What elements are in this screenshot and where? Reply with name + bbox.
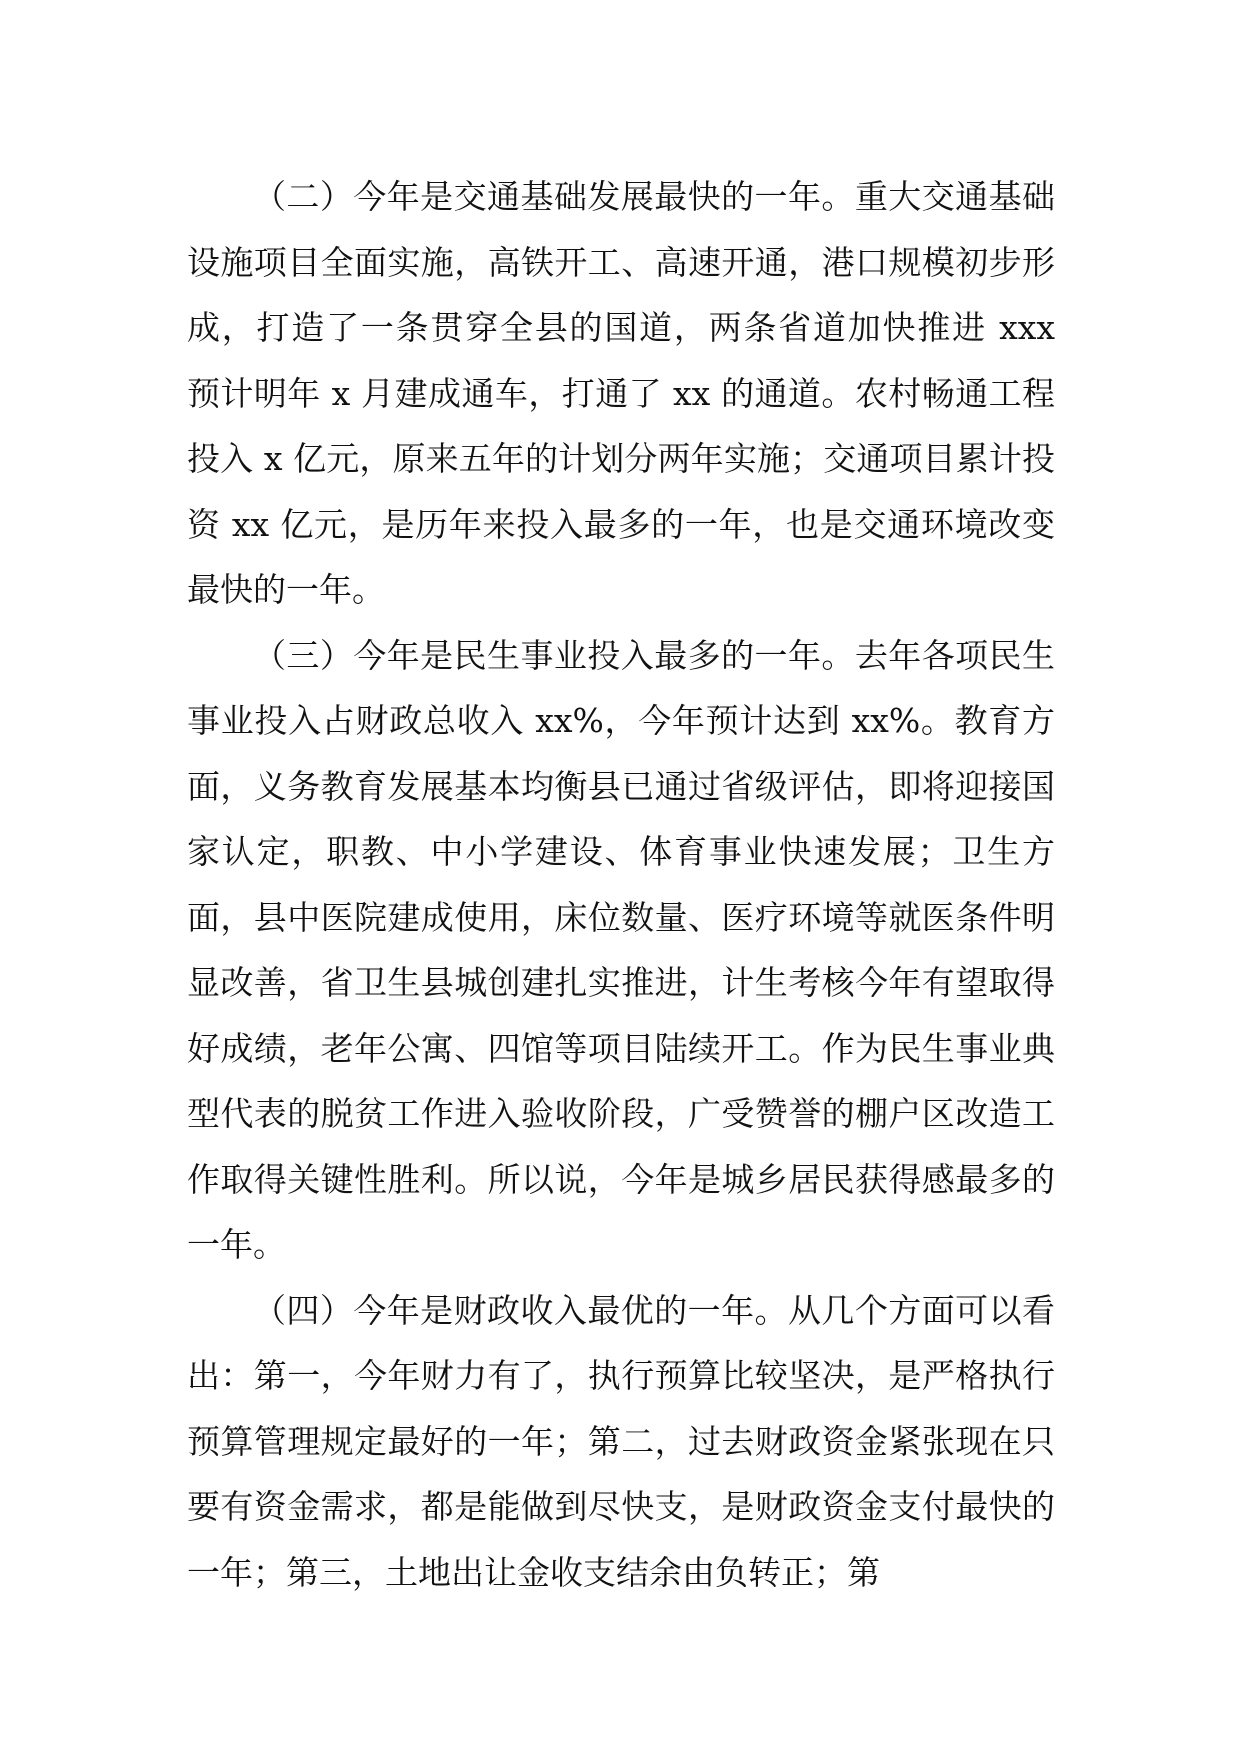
paragraph-transport: （二）今年是交通基础发展最快的一年。重大交通基础设施项目全面实施，高铁开工、高速开通，港口规模初步形成，打造了一条贯穿全县的国道，两条省道加快推进 xxx 预计明年 x 月建成通车，打通了 xx 的通道。农村畅通工程投入 x 亿元，原来五年的计划分两年实施；交通项目累计投资 xx 亿元，是历年来投入最多的一年，也是交通环境改变最快的一年。 xyxy=(187,177,1055,609)
paragraph-finance: （四）今年是财政收入最优的一年。从几个方面可以看出：第一，今年财力有了，执行预算比较坚决，是严格执行预算管理规定最好的一年；第二，过去财政资金紧张现在只要有资金需求，都是能做到尽快支，是财政资金支付最快的一年；第三，土地出让金收支结余由负转正；第 xyxy=(187,1290,1055,1592)
paragraph-livelihood: （三）今年是民生事业投入最多的一年。去年各项民生事业投入占财政总收入 xx%，今年预计达到 xx%。教育方面，义务教育发展基本均衡县已通过省级评估，即将迎接国家认定，职教、中小学建设、体育事业快速发展；卫生方面，县中医院建成使用，床位数量、医疗环境等就医条件明显改善，省卫生县城创建扎实推进，计生考核今年有望取得好成绩，老年公寓、四馆等项目陆续开工。作为民生事业典型代表的脱贫工作进入验收阶段，广受赞誉的棚户区改造工作取得关键性胜利。所以说，今年是城乡居民获得感最多的一年。 xyxy=(187,635,1055,1264)
document-body xyxy=(187,164,1055,1605)
